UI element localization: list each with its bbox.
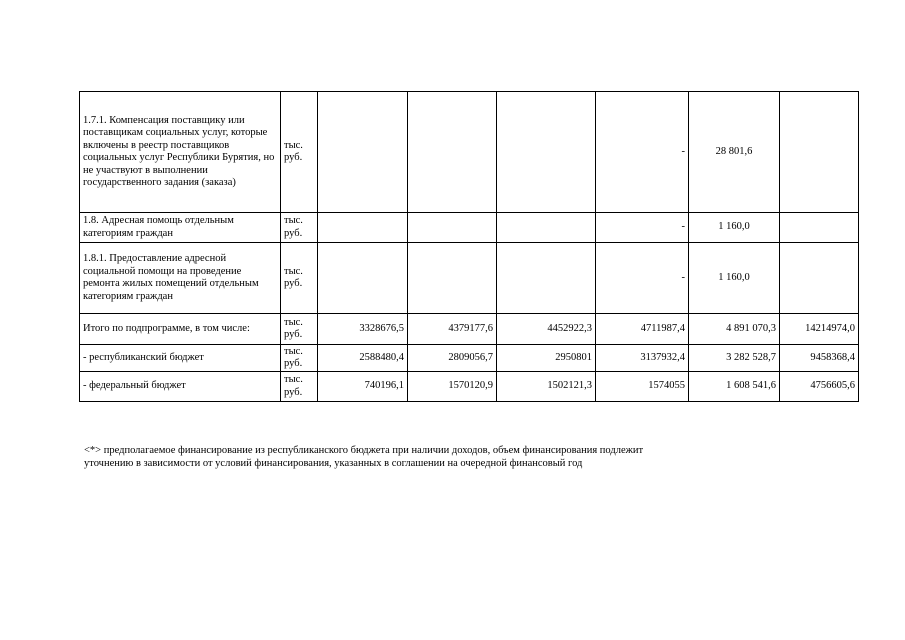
- cell-value: [318, 213, 408, 243]
- cell-value: [497, 92, 596, 213]
- table-row: [80, 243, 859, 314]
- cell-value: 3328676,5: [318, 314, 408, 345]
- table-row: [80, 314, 859, 345]
- cell-value: -: [596, 243, 689, 314]
- row-name: 1.8. Адресная помощь отдельным категориям граждан: [80, 213, 281, 243]
- table-row: [80, 92, 859, 213]
- cell-value: 740196,1: [318, 372, 408, 402]
- cell-value: 28 801,6: [689, 92, 780, 213]
- row-name: - республиканский бюджет: [80, 345, 281, 372]
- cell-value: 4756605,6: [780, 372, 859, 402]
- row-unit: тыс. руб.: [281, 243, 318, 314]
- cell-value: 2809056,7: [408, 345, 497, 372]
- cell-value: [780, 243, 859, 314]
- cell-value: 9458368,4: [780, 345, 859, 372]
- footnote-line: уточнению в зависимости от условий финансирования, указанных в соглашении на очередной финансовый год: [84, 458, 583, 469]
- cell-value: 2588480,4: [318, 345, 408, 372]
- budget-table: [79, 91, 859, 402]
- cell-value: [780, 213, 859, 243]
- row-name: - федеральный бюджет: [80, 372, 281, 402]
- cell-value: [408, 213, 497, 243]
- cell-value: [408, 92, 497, 213]
- cell-value: [408, 243, 497, 314]
- table-row: [80, 345, 859, 372]
- footnote: [84, 444, 784, 470]
- cell-value: [497, 243, 596, 314]
- row-unit: тыс. руб.: [281, 314, 318, 345]
- row-name: 1.7.1. Компенсация поставщику или поставщикам социальных услуг, которые включены в реестр поставщиков социальных услуг Республики Бурятия, но не участвуют в выполнении государственного задания (заказа): [80, 92, 281, 213]
- cell-value: 3137932,4: [596, 345, 689, 372]
- cell-value: 1 160,0: [689, 243, 780, 314]
- row-unit: тыс. руб.: [281, 213, 318, 243]
- cell-value: [497, 213, 596, 243]
- cell-value: 4379177,6: [408, 314, 497, 345]
- cell-value: 4 891 070,3: [689, 314, 780, 345]
- cell-value: [780, 92, 859, 213]
- cell-value: 2950801: [497, 345, 596, 372]
- cell-value: 4711987,4: [596, 314, 689, 345]
- row-unit: тыс. руб.: [281, 92, 318, 213]
- cell-value: 14214974,0: [780, 314, 859, 345]
- cell-value: [318, 92, 408, 213]
- row-unit: тыс. руб.: [281, 345, 318, 372]
- table-row: [80, 213, 859, 243]
- cell-value: 1502121,3: [497, 372, 596, 402]
- cell-value: 3 282 528,7: [689, 345, 780, 372]
- cell-value: -: [596, 92, 689, 213]
- cell-value: -: [596, 213, 689, 243]
- row-name: Итого по подпрограмме, в том числе:: [80, 314, 281, 345]
- cell-value: 4452922,3: [497, 314, 596, 345]
- row-unit: тыс. руб.: [281, 372, 318, 402]
- cell-value: 1574055: [596, 372, 689, 402]
- row-name: 1.8.1. Предоставление адресной социальной помощи на проведение ремонта жилых помещений отдельным категориям граждан: [80, 243, 281, 314]
- cell-value: [318, 243, 408, 314]
- cell-value: 1 160,0: [689, 213, 780, 243]
- cell-value: 1 608 541,6: [689, 372, 780, 402]
- footnote-line: <*> предполагаемое финансирование из республиканского бюджета при наличии доходов, объем финансирования подлежит: [84, 445, 644, 456]
- table-row: [80, 372, 859, 402]
- cell-value: 1570120,9: [408, 372, 497, 402]
